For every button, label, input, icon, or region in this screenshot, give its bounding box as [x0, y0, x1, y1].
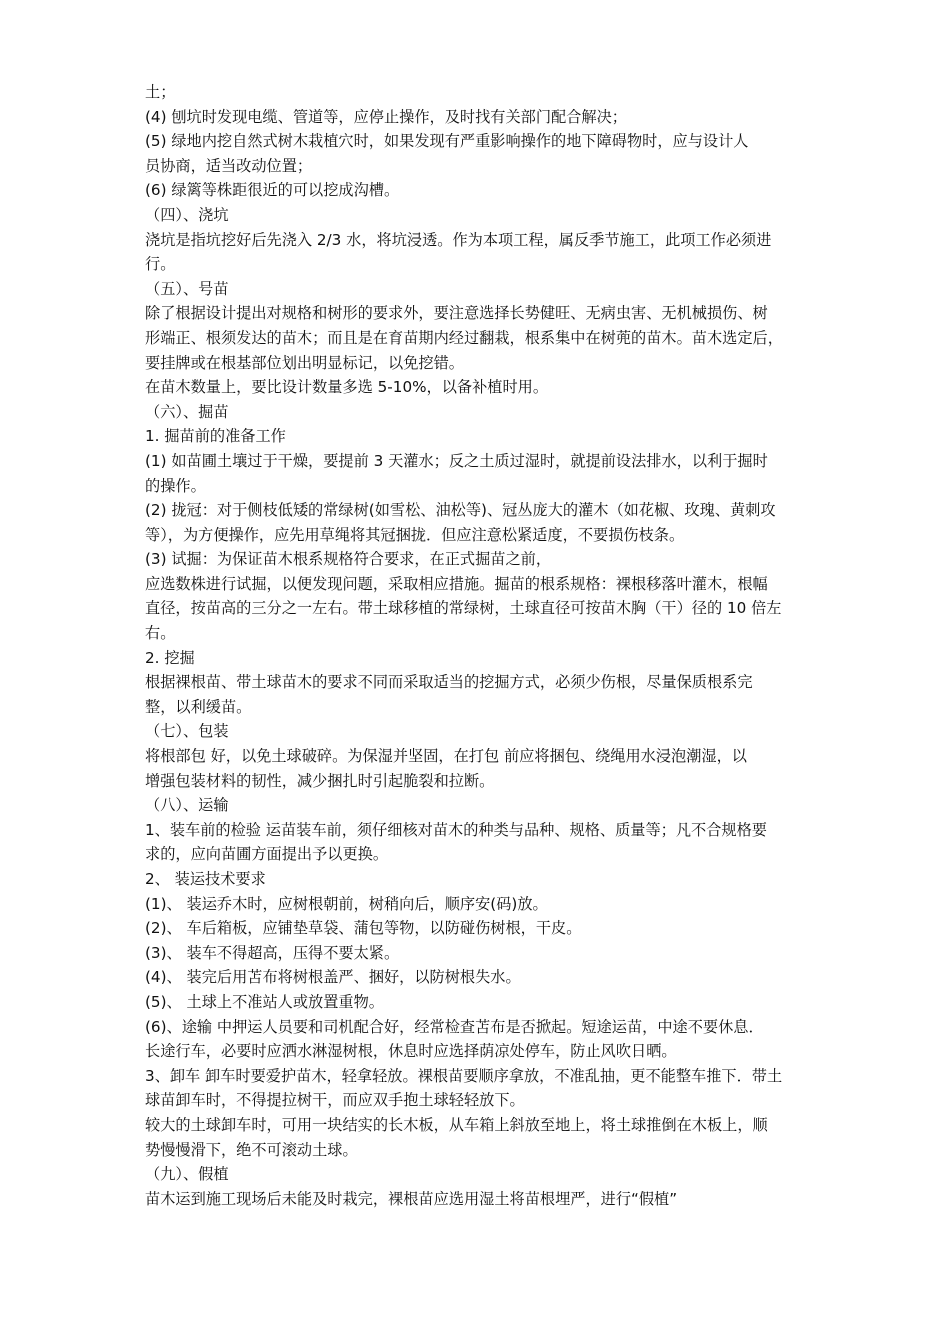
section-heading: （四）、浇坑 — [145, 205, 229, 224]
text-line: (5) 绿地内挖自然式树木栽植穴时，如果发现有严重影响操作的地下障碍物时，应与设计人 — [145, 132, 749, 151]
text-line: 在苗木数量上，要比设计数量多选 5-10%，以备补植时用。 — [145, 378, 549, 397]
text-line: (2) 拢冠：对于侧枝低矮的常绿树(如雪松、油松等)、冠丛庞大的灌木（如花椒、玫瑰、黄刺攻 — [145, 501, 776, 520]
text-line: (1) 如苗圃土壤过于干燥，要提前 3 天灌水；反之土质过湿时，就提前设法排水，以利于掘时 — [145, 451, 768, 470]
text-line: 等），为方便操作，应先用草绳将其冠捆拢．但应注意松紧适度，不要损伤枝条。 — [145, 525, 685, 544]
text-line: 势慢慢滑下，绝不可滚动土球。 — [145, 1140, 358, 1159]
text-line: (3)、 装车不得超高，压得不要太紧。 — [145, 943, 400, 962]
section-heading: （九）、假植 — [145, 1165, 229, 1184]
text-line: 要挂牌或在根基部位划出明显标记，以免挖错。 — [145, 353, 464, 372]
text-line: 土； — [145, 83, 176, 101]
text-line: (5)、 土球上不准站人或放置重物。 — [145, 992, 384, 1011]
text-line: 应选数株进行试掘，以便发现问题，采取相应措施。掘苗的根系规格：裸根移落叶灌木，根幅 — [145, 574, 768, 593]
section-heading: （八）、运输 — [145, 796, 229, 815]
text-line: (2)、 车后箱板，应铺垫草袋、蒲包等物，以防碰伤树根，干皮。 — [145, 919, 582, 938]
text-line: 增强包装材料的韧性，减少捆扎时引起脆裂和拉断。 — [145, 771, 495, 790]
text-line: (6) 绿篱等株距很近的可以挖成沟槽。 — [145, 181, 400, 200]
text-line: 根据裸根苗、带土球苗木的要求不同而采取适当的挖掘方式，必须少伤根，尽量保质根系完 — [145, 673, 753, 692]
text-line: 整，以利缓苗。 — [145, 697, 252, 716]
subsection-heading: 2. 挖掘 — [145, 648, 195, 667]
text-line: 长途行车，必要时应洒水淋湿树根，休息时应选择荫凉处停车，防止风吹日晒。 — [145, 1042, 677, 1061]
text-line: 员协商，适当改动位置； — [145, 156, 313, 175]
text-line: 1、装车前的检验 运苗装车前，须仔细核对苗木的种类与品种、规格、质量等；凡不合规格要 — [145, 820, 767, 839]
text-line: 的操作。 — [145, 476, 206, 495]
section-heading: （六）、掘苗 — [145, 402, 229, 421]
text-line: (4)、 装完后用苫布将树根盖严、捆好，以防树根失水。 — [145, 968, 521, 987]
subsection-heading: 2、 装运技术要求 — [145, 870, 266, 888]
text-line: 行。 — [145, 255, 176, 274]
text-line: 浇坑是指坑挖好后先浇入 2/3 水，将坑浸透。作为本项工程，属反季节施工，此项工作必须进 — [145, 230, 772, 249]
subsection-heading: 1. 掘苗前的准备工作 — [145, 427, 286, 446]
text-line: 将根部包 好，以免土球破碎。为保湿并坚固，在打包 前应将捆包、绕绳用水浸泡潮湿，以 — [145, 747, 747, 766]
document-page — [145, 80, 817, 1211]
text-line: (3) 试掘：为保证苗木根系规格符合要求，在正式掘苗之前， — [145, 550, 552, 569]
text-line: 除了根据设计提出对规格和树形的要求外，要注意选择长势健旺、无病虫害、无机械损伤、树 — [145, 304, 768, 323]
text-line: 苗木运到施工现场后未能及时栽完，裸根苗应选用湿土将苗根埋严，进行“假植” — [145, 1189, 678, 1208]
text-line: 求的，应向苗圃方面提出予以更换。 — [145, 845, 388, 864]
text-line: (6)、途输 中押运人员要和司机配合好，经常检查苫布是否掀起。短途运苗，中途不要休息． — [145, 1017, 764, 1036]
section-heading: （五）、号苗 — [145, 279, 229, 298]
text-line: (1)、 装运乔木时，应树根朝前，树稍向后，顺序安(码)放。 — [145, 894, 548, 913]
text-line: 球苗卸车时，不得提拉树干，而应双手抱土球轻轻放下。 — [145, 1091, 525, 1110]
text-line: 形端正、根须发达的苗木；而且是在育苗期内经过翻栽，根系集中在树蔸的苗木。苗木选定后， — [145, 328, 783, 347]
text-line: 直径，按苗高的三分之一左右。带土球移植的常绿树，土球直径可按苗木胸（干）径的 10 倍左 — [145, 599, 782, 618]
text-line: 3、卸车 卸车时要爱护苗木，轻拿轻放。裸根苗要顺序拿放，不准乱抽，更不能整车推下．带土 — [145, 1066, 783, 1085]
text-line: 较大的土球卸车时，可用一块结实的长木板，从车箱上斜放至地上，将土球推倒在木板上，顺 — [145, 1115, 768, 1134]
section-heading: （七）、包装 — [145, 722, 229, 741]
text-line: (4) 刨坑时发现电缆、管道等，应停止操作，及时找有关部门配合解决； — [145, 107, 627, 126]
text-line: 右。 — [145, 624, 176, 643]
